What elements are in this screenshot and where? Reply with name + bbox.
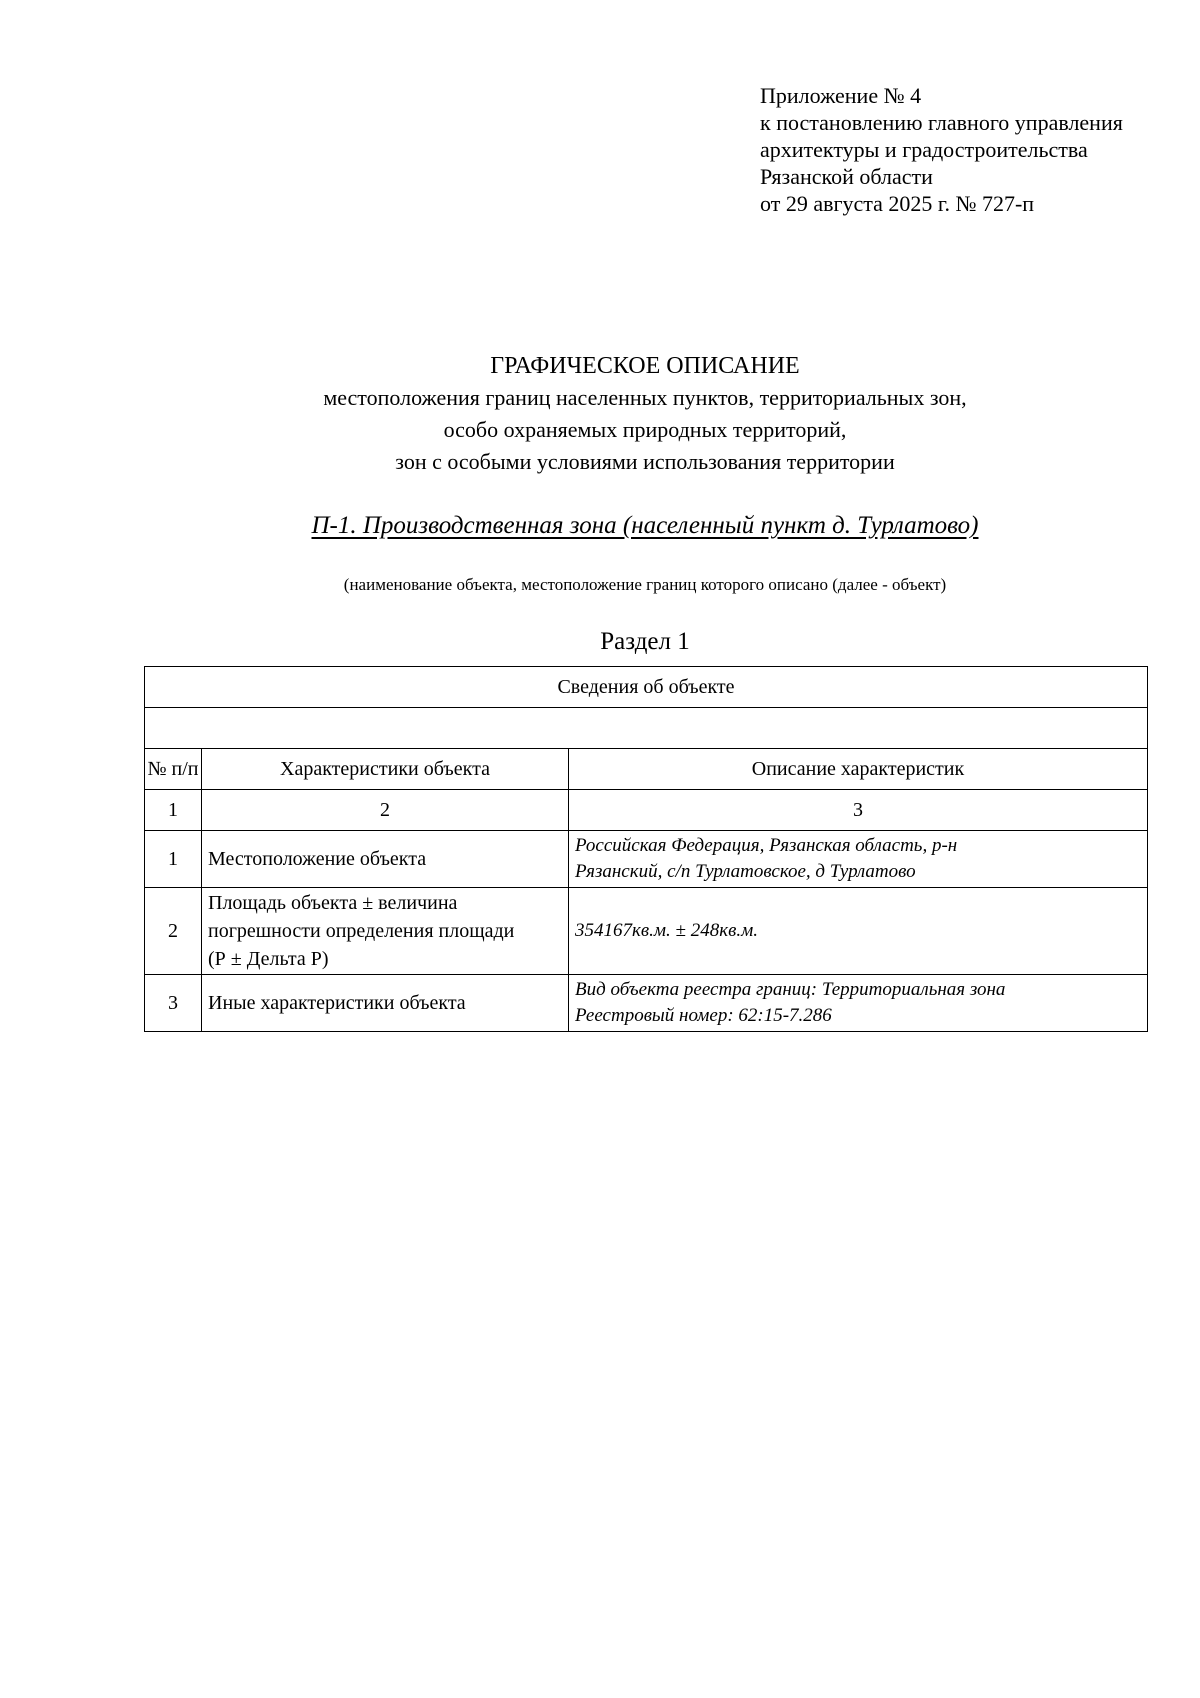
header-number: № п/п bbox=[145, 749, 202, 790]
description-line: Российская Федерация, Рязанская область, р-н bbox=[575, 835, 958, 856]
column-number: 1 bbox=[145, 790, 202, 831]
main-title: ГРАФИЧЕСКОЕ ОПИСАНИЕ bbox=[490, 353, 800, 379]
row-description bbox=[569, 975, 1148, 1032]
header-description: Описание характеристик bbox=[569, 749, 1148, 790]
title-line: местоположения границ населенных пунктов, территориальных зон, bbox=[323, 385, 967, 410]
description-line: Реестровый номер: 62:15-7.286 bbox=[575, 1005, 832, 1026]
title-line: особо охраняемых природных территорий, bbox=[443, 417, 847, 442]
table-empty-cell bbox=[145, 708, 1148, 749]
column-number: 3 bbox=[569, 790, 1148, 831]
characteristic-line: погрешности определения площади bbox=[208, 920, 515, 942]
row-number: 1 bbox=[145, 831, 202, 888]
row-characteristic bbox=[202, 831, 569, 888]
header-characteristic: Характеристики объекта bbox=[202, 749, 569, 790]
table-caption-row bbox=[145, 667, 1148, 708]
characteristic-line: Местоположение объекта bbox=[208, 848, 427, 870]
table-row bbox=[145, 975, 1148, 1032]
table-empty-row bbox=[145, 708, 1148, 749]
object-info-table bbox=[144, 666, 1148, 1032]
row-characteristic bbox=[202, 975, 569, 1032]
appendix-line: к постановлению главного управления bbox=[760, 110, 1123, 135]
table-caption: Сведения об объекте bbox=[145, 667, 1148, 708]
appendix-line: архитектуры и градостроительства bbox=[760, 137, 1088, 162]
description-line: Вид объекта реестра границ: Территориальная зона bbox=[575, 979, 1006, 1000]
appendix-line: Рязанской области bbox=[760, 164, 933, 189]
row-number: 2 bbox=[145, 888, 202, 975]
object-name: П-1. Производственная зона (населенный пункт д. Турлатово) bbox=[311, 512, 979, 539]
table-column-numbers-row bbox=[145, 790, 1148, 831]
title-line: зон с особыми условиями использования территории bbox=[395, 449, 895, 474]
appendix-line: Приложение № 4 bbox=[760, 83, 922, 108]
document-title bbox=[0, 350, 1200, 478]
description-line: 354167кв.м. ± 248кв.м. bbox=[575, 920, 758, 941]
table-header-row bbox=[145, 749, 1148, 790]
table-row bbox=[145, 888, 1148, 975]
object-name-hint: (наименование объекта, местоположение границ которого описано (далее - объект) bbox=[343, 575, 947, 594]
section-title: Раздел 1 bbox=[600, 628, 690, 655]
appendix-note bbox=[760, 82, 1123, 217]
characteristic-line: Площадь объекта ± величина bbox=[208, 892, 458, 914]
description-line: Рязанский, с/п Турлатовское, д Турлатово bbox=[575, 861, 916, 882]
appendix-line: от 29 августа 2025 г. № 727-п bbox=[760, 191, 1035, 216]
row-number: 3 bbox=[145, 975, 202, 1032]
row-description bbox=[569, 831, 1148, 888]
row-characteristic bbox=[202, 888, 569, 975]
table-row bbox=[145, 831, 1148, 888]
column-number: 2 bbox=[202, 790, 569, 831]
row-description bbox=[569, 888, 1148, 975]
characteristic-line: (Р ± Дельта Р) bbox=[208, 948, 329, 970]
characteristic-line: Иные характеристики объекта bbox=[208, 992, 466, 1014]
